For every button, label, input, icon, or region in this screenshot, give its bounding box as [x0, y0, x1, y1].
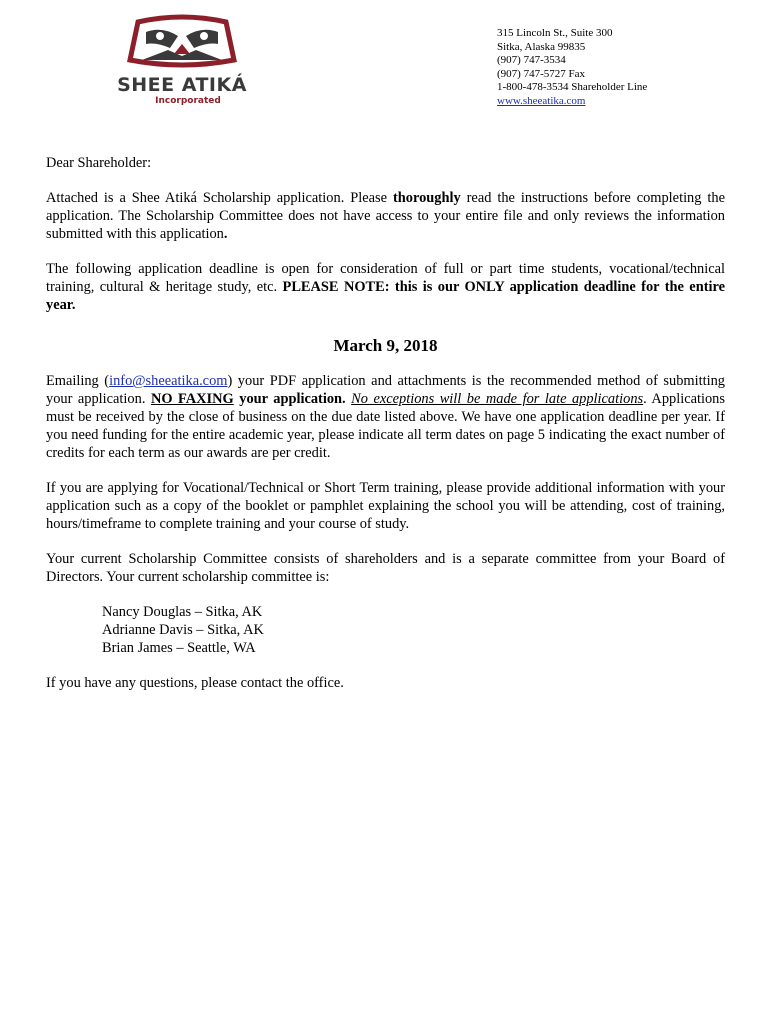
p3-text-d: your application. [233, 391, 346, 407]
paragraph-committee: Your current Scholarship Committee consists of shareholders and is a separate committee from your Board of Directors. Your current scholarship committee is: [46, 551, 725, 585]
p3-text-b: ) your PDF application and attachments is the recommended method of submitting your application. [46, 373, 725, 407]
p1-text-c: read the instructions before completing the application. The Scholarship Committee does not have access to your entire file and only reviews the information submitted with this application [46, 190, 725, 242]
p1-period: . [223, 226, 228, 242]
address-fax: (907) 747-5727 Fax [497, 67, 585, 80]
p2-text-a: The following application deadline is open for consideration of full or part time students, vocational/technical training, cultural & heritage study, etc. [46, 261, 725, 295]
company-logo [98, 14, 266, 106]
p1-emphasis-thoroughly: thoroughly [392, 190, 461, 206]
address-shareholder-line: 1-800-478-3534 Shareholder Line [497, 81, 648, 93]
p3-text-g: . Applications must be received by the close of business on the due date listed above. We have one application deadline per year. If you need funding for the entire academic year, please indicate all term dates on page 5 indicating the exact number of credits for each term as our awards are per credit. [46, 391, 725, 461]
letter-body [46, 154, 725, 692]
committee-list [102, 603, 725, 657]
email-link[interactable]: info@sheeatika.com [109, 373, 228, 389]
committee-member: Nancy Douglas – Sitka, AK [102, 604, 263, 620]
paragraph-submission [46, 372, 725, 462]
p3-text-a: Emailing ( [46, 373, 110, 389]
address-street: 315 Lincoln St., Suite 300 [497, 27, 613, 39]
address-block [497, 27, 647, 108]
committee-member: Brian James – Seattle, WA [102, 640, 256, 656]
p2-please-note: PLEASE NOTE: this is our ONLY application deadline for the entire year. [46, 279, 726, 313]
logo-wordmark: SHEE ATIKÁ [117, 74, 247, 96]
late-applications-notice: No exceptions will be made for late applications [351, 391, 644, 407]
website-link[interactable]: www.sheeatika.com [497, 94, 586, 107]
salutation: Dear Shareholder: [46, 155, 152, 171]
logo-emblem [98, 14, 266, 76]
p1-text-a: Attached is a Shee Atiká Scholarship application. Please [46, 190, 393, 206]
deadline-date: March 9, 2018 [333, 336, 438, 355]
address-phone: (907) 747-3534 [497, 54, 566, 66]
closing-line: If you have any questions, please contact the office. [46, 675, 344, 691]
paragraph-instructions [46, 189, 725, 243]
logo-subtitle: Incorporated [155, 96, 221, 106]
paragraph-deadline-info [46, 260, 725, 314]
address-city: Sitka, Alaska 99835 [497, 40, 586, 53]
no-faxing-notice: NO FAXING [150, 391, 234, 407]
committee-member: Adrianne Davis – Sitka, AK [102, 622, 264, 638]
paragraph-vocational: If you are applying for Vocational/Technical or Short Term training, please provide additional information with your application such as a copy of the booklet or pamphlet explaining the school you will be attending, cost of training, hours/timeframe to complete training and your course of study. [46, 480, 725, 532]
